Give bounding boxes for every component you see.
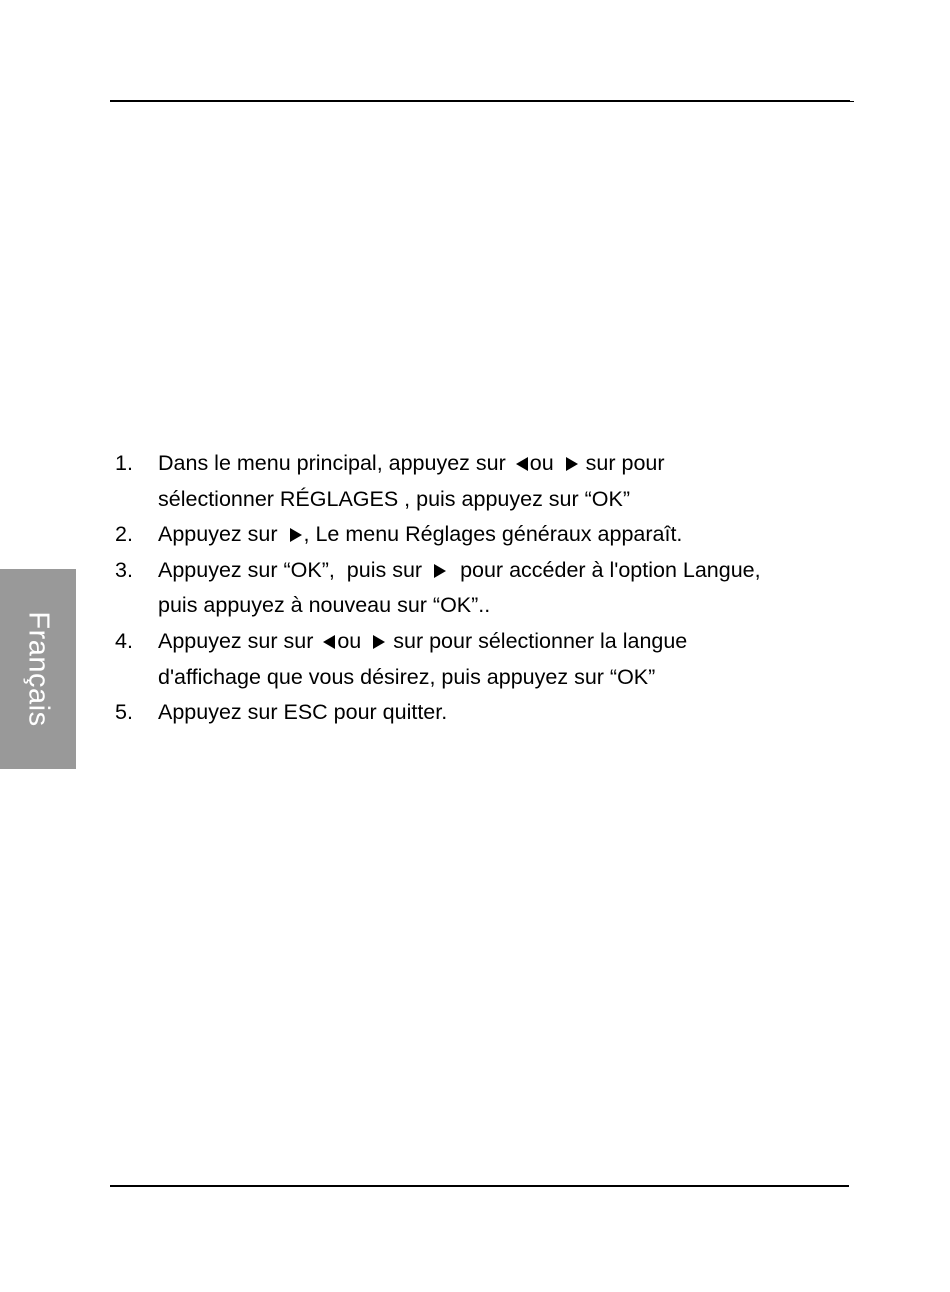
left-arrow-icon [516,457,528,471]
step-text [158,517,845,553]
step-2 [115,517,845,553]
right-arrow-icon [566,457,578,471]
step-line: d'affichage que vous désirez, puis appuyez sur “OK” [158,664,656,689]
step-line [158,446,845,482]
step-1 [115,446,845,517]
step-text [158,695,845,731]
step-text-part: ou [337,628,362,653]
step-line: Appuyez sur ESC pour quitter. [158,700,448,725]
step-number: 4. [115,628,133,653]
step-line [158,517,845,553]
step-text-part: Dans le menu principal, appuyez sur [158,451,506,475]
step-number: 5. [115,700,133,725]
step-text-part: Appuyez sur sur [158,628,314,653]
step-5 [115,695,845,731]
step-text-part: Appuyez sur [158,522,278,547]
step-text-part: sur pour [585,451,665,475]
step-line: sélectionner RÉGLAGES , puis appuyez sur “OK” [158,486,631,511]
step-text-part: ou [529,451,554,475]
header-rule-tick [850,101,854,102]
step-line [158,553,845,589]
step-text [158,553,845,624]
step-number: 1. [115,451,133,475]
step-line: puis appuyez à nouveau sur “OK”.. [158,593,491,618]
right-arrow-icon [373,635,385,649]
right-arrow-icon [290,528,302,542]
step-line [158,624,845,660]
step-4 [115,624,845,695]
step-text-part: , Le menu Réglages généraux apparaît. [303,522,683,547]
language-side-tab-label: Français [22,611,55,727]
step-number: 2. [115,522,133,547]
step-text [158,446,845,517]
step-text-part: Appuyez sur “OK”, puis sur [158,557,423,582]
step-3 [115,553,845,624]
step-number: 3. [115,557,133,582]
language-side-tab [0,569,76,769]
left-arrow-icon [323,635,335,649]
footer-rule [110,1185,849,1187]
step-text-part: pour accéder à l'option Langue, [460,557,761,582]
right-arrow-icon [434,564,446,578]
step-text [158,624,845,695]
step-text-part: sur pour sélectionner la langue [393,628,688,653]
header-rule [110,100,850,102]
instruction-steps [115,446,845,731]
